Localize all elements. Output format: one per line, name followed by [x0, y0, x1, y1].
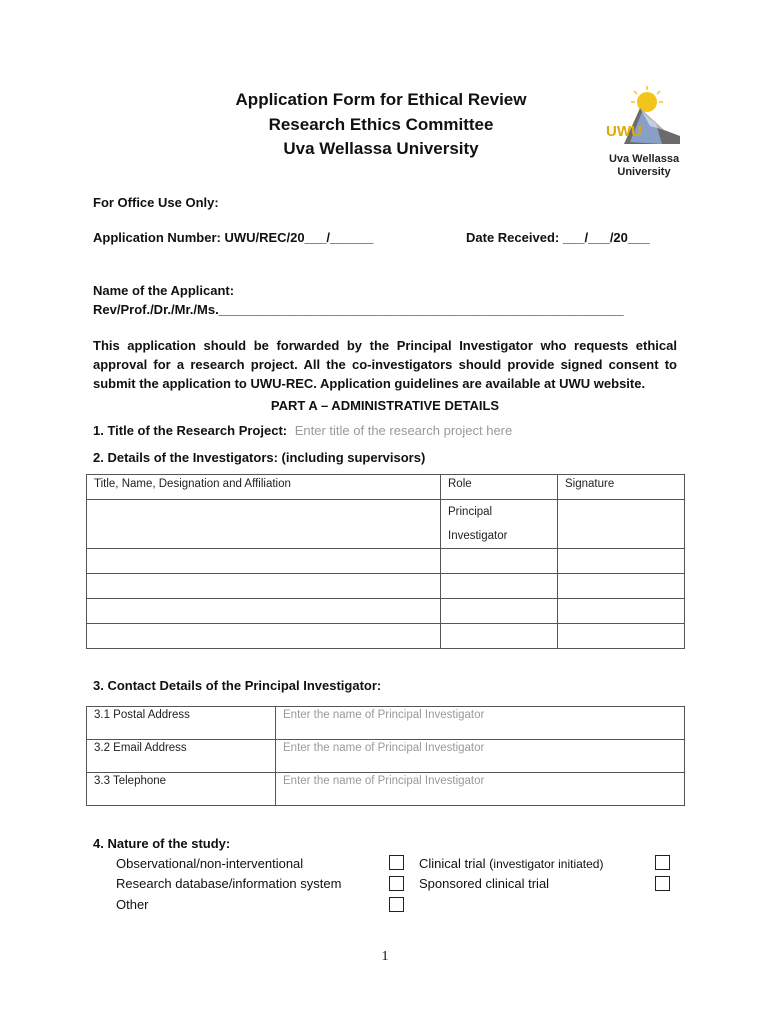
telephone-label: 3.3 Telephone — [87, 773, 276, 806]
checkbox-observational[interactable] — [389, 855, 404, 870]
contact-table — [86, 706, 685, 806]
postal-address-input[interactable]: Enter the name of Principal Investigator — [276, 707, 685, 740]
checkbox-sponsored-trial[interactable] — [655, 876, 670, 891]
logo-text: UWU — [606, 123, 642, 140]
investigator-role-cell[interactable] — [441, 624, 558, 649]
option-sponsored-trial: Sponsored clinical trial — [419, 876, 550, 891]
investigator-name-cell[interactable] — [87, 549, 441, 574]
university-logo — [604, 86, 684, 176]
investigator-name-cell[interactable] — [87, 624, 441, 649]
study-nature-label: 4. Nature of the study: — [93, 836, 231, 851]
investigator-signature-cell[interactable] — [558, 574, 685, 599]
option-other: Other — [116, 897, 149, 912]
research-title-label: 1. Title of the Research Project: — [93, 423, 288, 438]
date-received: Date Received: ___/___/20___ — [466, 230, 650, 245]
investigator-role-cell[interactable] — [441, 574, 558, 599]
application-number: Application Number: UWU/REC/20___/______ — [93, 230, 374, 245]
investigator-signature-cell[interactable] — [558, 624, 685, 649]
committee-title: Research Ethics Committee — [268, 115, 494, 134]
header-signature: Signature — [558, 475, 685, 500]
checkbox-research-database[interactable] — [389, 876, 404, 891]
option-observational: Observational/non-interventional — [116, 856, 304, 871]
option-clinical-trial — [419, 856, 603, 871]
table-header-row — [87, 475, 685, 500]
investigator-name-cell[interactable] — [87, 500, 441, 549]
investigator-role-cell — [441, 500, 558, 549]
section-1 — [93, 423, 512, 438]
header-name: Title, Name, Designation and Affiliation — [87, 475, 441, 500]
table-row — [87, 740, 685, 773]
clinical-trial-label: Clinical trial ( — [419, 856, 494, 871]
office-use-heading: For Office Use Only: — [93, 195, 219, 210]
table-row — [87, 500, 685, 549]
applicant-name-label: Name of the Applicant: — [93, 283, 235, 298]
investigator-name-cell[interactable] — [87, 599, 441, 624]
research-title-input[interactable]: Enter title of the research project here — [294, 423, 513, 438]
table-row — [87, 624, 685, 649]
email-address-input[interactable]: Enter the name of Principal Investigator — [276, 740, 685, 773]
checkbox-other[interactable] — [389, 897, 404, 912]
form-title: Application Form for Ethical Review — [235, 90, 527, 109]
telephone-input[interactable]: Enter the name of Principal Investigator — [276, 773, 685, 806]
investigators-label: 2. Details of the Investigators: (including supervisors) — [93, 450, 426, 465]
checkbox-clinical-trial[interactable] — [655, 855, 670, 870]
logo-caption-line2: University — [617, 166, 671, 178]
applicant-name-field[interactable]: Rev/Prof./Dr./Mr./Ms.________________________________________________________ — [93, 302, 624, 317]
investigator-name-cell[interactable] — [87, 574, 441, 599]
investigators-table — [86, 474, 685, 649]
logo-caption-line1: Uva Wellassa — [608, 153, 680, 165]
table-row — [87, 599, 685, 624]
table-row — [87, 707, 685, 740]
part-a-heading: PART A – ADMINISTRATIVE DETAILS — [270, 398, 500, 413]
intro-paragraph: This application should be forwarded by the Principal Investigator who requests ethical approval for a research project. All the co-investigators should provide signed consent to submit the application to UWU-REC. Application guidelines are available at UWU website. — [93, 338, 677, 391]
role-line1: Principal — [448, 506, 493, 518]
investigator-role-cell[interactable] — [441, 549, 558, 574]
investigator-signature-cell[interactable] — [558, 500, 685, 549]
clinical-trial-note: investigator initiated) — [493, 857, 604, 871]
university-title: Uva Wellassa University — [283, 139, 479, 158]
logo-emblem-icon — [604, 86, 684, 148]
postal-address-label: 3.1 Postal Address — [87, 707, 276, 740]
option-research-database: Research database/information system — [116, 876, 342, 891]
table-row — [87, 574, 685, 599]
header-role: Role — [441, 475, 558, 500]
investigator-role-cell[interactable] — [441, 599, 558, 624]
email-address-label: 3.2 Email Address — [87, 740, 276, 773]
page-number: 1 — [381, 949, 389, 964]
investigator-signature-cell[interactable] — [558, 599, 685, 624]
contact-details-label: 3. Contact Details of the Principal Investigator: — [93, 678, 382, 693]
table-row — [87, 773, 685, 806]
role-line2: Investigator — [448, 530, 508, 542]
table-row — [87, 549, 685, 574]
investigator-signature-cell[interactable] — [558, 549, 685, 574]
